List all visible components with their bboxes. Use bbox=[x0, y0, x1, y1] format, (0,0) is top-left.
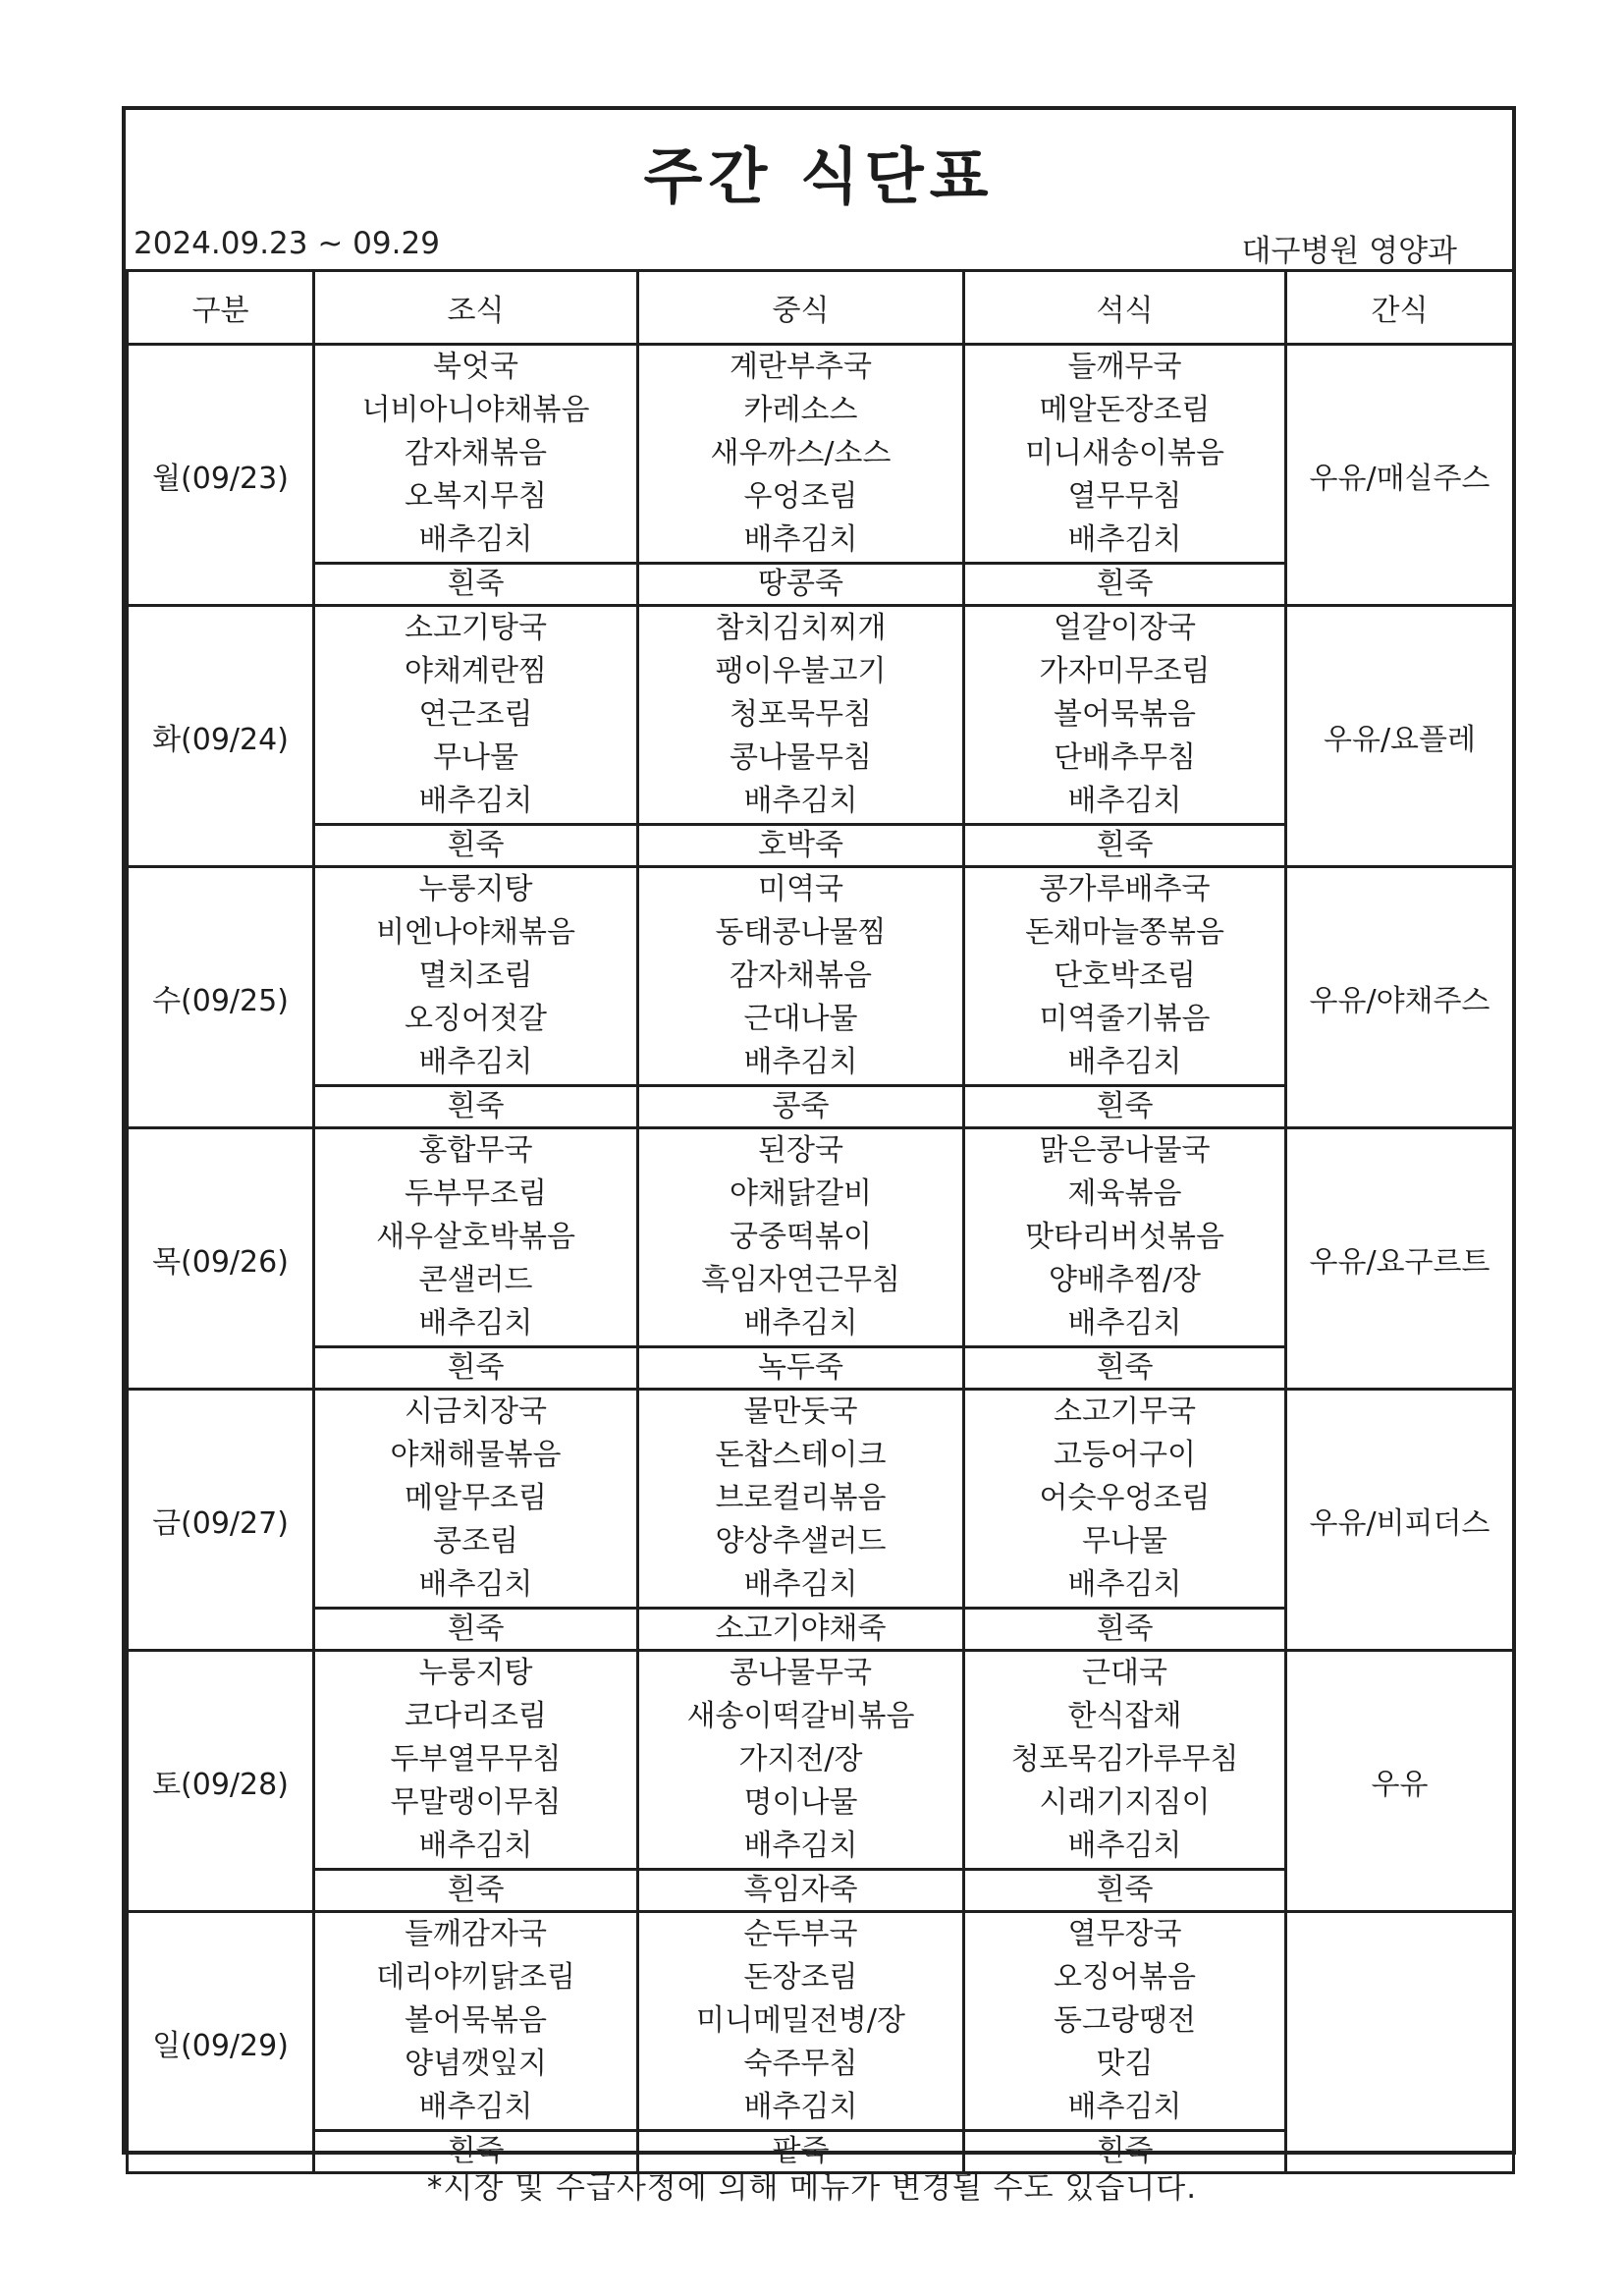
menu-body bbox=[128, 345, 1514, 2173]
dinner-porridge-cell: 흰죽 bbox=[964, 564, 1286, 606]
menu-item: 배추김치 bbox=[418, 1306, 533, 1340]
menu-item: 동태콩나물찜 bbox=[715, 915, 887, 950]
menu-item: 미니새송이볶음 bbox=[1025, 436, 1224, 470]
header-snack: 간식 bbox=[1286, 271, 1514, 345]
lunch-porridge-cell: 호박죽 bbox=[638, 825, 964, 867]
menu-item: 계란부추국 bbox=[730, 350, 872, 384]
menu-item: 누룽지탕 bbox=[418, 872, 533, 906]
menu-item: 돈장조림 bbox=[743, 1960, 858, 1995]
snack-cell: 우유/매실주스 bbox=[1286, 345, 1514, 606]
menu-item: 코다리조림 bbox=[405, 1699, 547, 1733]
menu-item: 돈채마늘쫑볶음 bbox=[1025, 915, 1224, 950]
menu-item: 볼어묵볶음 bbox=[1054, 697, 1196, 732]
dinner-porridge-cell: 흰죽 bbox=[964, 825, 1286, 867]
lunch-porridge-cell: 땅콩죽 bbox=[638, 564, 964, 606]
breakfast-porridge-cell: 흰죽 bbox=[314, 1609, 638, 1651]
menu-item: 가지전/장 bbox=[738, 1742, 863, 1777]
menu-item: 야채닭갈비 bbox=[730, 1176, 872, 1211]
menu-item: 청포묵무침 bbox=[730, 697, 872, 732]
menu-item: 두부무조림 bbox=[405, 1176, 547, 1211]
lunch-menu-cell bbox=[638, 867, 964, 1086]
menu-item: 돈찹스테이크 bbox=[715, 1438, 887, 1472]
lunch-menu-cell bbox=[638, 606, 964, 825]
day-label: 일(09/29) bbox=[128, 1912, 314, 2173]
menu-item: 열무장국 bbox=[1067, 1917, 1182, 1951]
dinner-porridge-cell: 흰죽 bbox=[964, 1609, 1286, 1651]
menu-item: 청포묵김가루무침 bbox=[1010, 1742, 1239, 1777]
menu-item: 오복지무침 bbox=[405, 479, 547, 514]
menu-item: 맑은콩나물국 bbox=[1039, 1133, 1211, 1168]
menu-item: 명이나물 bbox=[743, 1785, 858, 1820]
menu-item: 양배추찜/장 bbox=[1048, 1263, 1201, 1297]
menu-item: 고등어구이 bbox=[1054, 1438, 1196, 1472]
header-category: 구분 bbox=[128, 271, 314, 345]
menu-item: 배추김치 bbox=[743, 2090, 858, 2124]
menu-item: 배추김치 bbox=[1067, 1567, 1182, 1602]
menu-item: 배추김치 bbox=[743, 522, 858, 557]
lunch-menu-cell bbox=[638, 345, 964, 564]
menu-item: 미역국 bbox=[758, 872, 843, 906]
menu-sheet bbox=[122, 106, 1516, 2168]
footnote: *시장 및 수급사정에 의해 메뉴가 변경될 수도 있습니다. bbox=[426, 2170, 1198, 2206]
menu-item: 배추김치 bbox=[418, 1567, 533, 1602]
menu-item: 미역줄기볶음 bbox=[1039, 1002, 1211, 1036]
lunch-porridge-cell: 녹두죽 bbox=[638, 1347, 964, 1390]
breakfast-menu-cell bbox=[314, 1912, 638, 2131]
menu-item: 배추김치 bbox=[418, 522, 533, 557]
snack-cell: 우유/요구르트 bbox=[1286, 1128, 1514, 1390]
dinner-menu-cell bbox=[964, 345, 1286, 564]
menu-item: 야채해물볶음 bbox=[390, 1438, 562, 1472]
menu-item: 양상추샐러드 bbox=[715, 1524, 887, 1558]
menu-item: 북엇국 bbox=[433, 350, 518, 384]
day-row bbox=[128, 345, 1514, 564]
menu-item: 새우살호박볶음 bbox=[376, 1220, 575, 1254]
menu-item: 근대나물 bbox=[743, 1002, 858, 1036]
menu-item: 궁중떡볶이 bbox=[730, 1220, 872, 1254]
breakfast-menu-cell bbox=[314, 345, 638, 564]
menu-item: 맛김 bbox=[1096, 2047, 1154, 2081]
menu-item: 무나물 bbox=[1082, 1524, 1167, 1558]
menu-item: 양념깻잎지 bbox=[405, 2047, 547, 2081]
menu-item: 배추김치 bbox=[1067, 784, 1182, 818]
menu-item: 야채계란찜 bbox=[405, 654, 547, 688]
menu-item: 맛타리버섯볶음 bbox=[1025, 1220, 1224, 1254]
menu-item: 너비아니야채볶음 bbox=[361, 393, 590, 427]
day-row bbox=[128, 606, 1514, 825]
menu-item: 우엉조림 bbox=[743, 479, 858, 514]
lunch-menu-cell bbox=[638, 1651, 964, 1870]
breakfast-porridge-cell: 흰죽 bbox=[314, 1870, 638, 1912]
lunch-porridge-cell: 흑임자죽 bbox=[638, 1870, 964, 1912]
menu-item: 무나물 bbox=[433, 740, 518, 775]
day-label: 금(09/27) bbox=[128, 1390, 314, 1651]
menu-item: 동그랑땡전 bbox=[1054, 2003, 1196, 2038]
day-label: 목(09/26) bbox=[128, 1128, 314, 1390]
menu-item: 새송이떡갈비볶음 bbox=[686, 1699, 915, 1733]
menu-item: 미니메밀전병/장 bbox=[696, 2003, 905, 2038]
header-lunch: 중식 bbox=[638, 271, 964, 345]
breakfast-porridge-cell: 흰죽 bbox=[314, 825, 638, 867]
lunch-porridge-cell: 콩죽 bbox=[638, 1086, 964, 1128]
dinner-menu-cell bbox=[964, 1390, 1286, 1609]
menu-item: 들깨무국 bbox=[1067, 350, 1182, 384]
lunch-porridge-cell: 팥죽 bbox=[638, 2131, 964, 2173]
day-row bbox=[128, 1651, 1514, 1870]
breakfast-menu-cell bbox=[314, 1651, 638, 1870]
snack-cell: 우유/비피더스 bbox=[1286, 1390, 1514, 1651]
menu-item: 시래기지짐이 bbox=[1039, 1785, 1211, 1820]
menu-item: 배추김치 bbox=[418, 1045, 533, 1079]
menu-item: 무말랭이무침 bbox=[390, 1785, 562, 1820]
menu-item: 두부열무무침 bbox=[390, 1742, 562, 1777]
department-label: 대구병원 영양과 bbox=[1241, 234, 1457, 269]
menu-item: 근대국 bbox=[1082, 1656, 1167, 1690]
menu-item: 제육볶음 bbox=[1067, 1176, 1182, 1211]
menu-item: 감자채볶음 bbox=[405, 436, 547, 470]
dinner-porridge-cell: 흰죽 bbox=[964, 1347, 1286, 1390]
menu-item: 들깨감자국 bbox=[405, 1917, 547, 1951]
menu-item: 배추김치 bbox=[1067, 2090, 1182, 2124]
day-row bbox=[128, 867, 1514, 1086]
date-range: 2024.09.23 ~ 09.29 bbox=[134, 226, 440, 261]
menu-item: 물만둣국 bbox=[743, 1394, 858, 1429]
lunch-menu-cell bbox=[638, 1390, 964, 1609]
menu-item: 순두부국 bbox=[743, 1917, 858, 1951]
dinner-menu-cell bbox=[964, 1128, 1286, 1347]
menu-item: 홍합무국 bbox=[418, 1133, 533, 1168]
breakfast-menu-cell bbox=[314, 1128, 638, 1347]
menu-item: 메알돈장조림 bbox=[1039, 393, 1211, 427]
menu-item: 콩조림 bbox=[433, 1524, 518, 1558]
header-breakfast: 조식 bbox=[314, 271, 638, 345]
lunch-menu-cell bbox=[638, 1912, 964, 2131]
menu-item: 배추김치 bbox=[743, 1045, 858, 1079]
dinner-porridge-cell: 흰죽 bbox=[964, 2131, 1286, 2173]
dinner-menu-cell bbox=[964, 867, 1286, 1086]
menu-item: 배추김치 bbox=[743, 1567, 858, 1602]
menu-item: 누룽지탕 bbox=[418, 1656, 533, 1690]
menu-item: 가자미무조림 bbox=[1039, 654, 1211, 688]
snack-cell: 우유/야채주스 bbox=[1286, 867, 1514, 1128]
menu-item: 팽이우불고기 bbox=[715, 654, 887, 688]
menu-item: 멸치조림 bbox=[418, 958, 533, 993]
menu-item: 오징어볶음 bbox=[1054, 1960, 1196, 1995]
menu-item: 비엔나야채볶음 bbox=[376, 915, 575, 950]
menu-item: 배추김치 bbox=[418, 1829, 533, 1863]
menu-item: 어슷우엉조림 bbox=[1039, 1481, 1211, 1515]
breakfast-menu-cell bbox=[314, 1390, 638, 1609]
day-label: 토(09/28) bbox=[128, 1651, 314, 1912]
snack-cell bbox=[1286, 1912, 1514, 2173]
menu-item: 메알무조림 bbox=[405, 1481, 547, 1515]
menu-item: 된장국 bbox=[758, 1133, 843, 1168]
header-dinner: 석식 bbox=[964, 271, 1286, 345]
menu-item: 데리야끼닭조림 bbox=[376, 1960, 575, 1995]
menu-item: 소고기탕국 bbox=[405, 611, 547, 645]
lunch-porridge-cell: 소고기야채죽 bbox=[638, 1609, 964, 1651]
page-title: 주간 식단표 bbox=[643, 140, 995, 212]
menu-item: 콩나물무국 bbox=[730, 1656, 872, 1690]
day-row bbox=[128, 1390, 1514, 1609]
menu-item: 배추김치 bbox=[418, 2090, 533, 2124]
header-row bbox=[128, 271, 1514, 345]
menu-item: 배추김치 bbox=[1067, 1045, 1182, 1079]
menu-item: 콘샐러드 bbox=[418, 1263, 533, 1297]
menu-item: 콩나물무침 bbox=[730, 740, 872, 775]
snack-cell: 우유 bbox=[1286, 1651, 1514, 1912]
dinner-menu-cell bbox=[964, 606, 1286, 825]
menu-item: 연근조림 bbox=[418, 697, 533, 732]
menu-item: 배추김치 bbox=[1067, 1829, 1182, 1863]
lunch-menu-cell bbox=[638, 1128, 964, 1347]
menu-item: 배추김치 bbox=[1067, 1306, 1182, 1340]
menu-item: 배추김치 bbox=[743, 784, 858, 818]
day-label: 화(09/24) bbox=[128, 606, 314, 867]
menu-item: 볼어묵볶음 bbox=[405, 2003, 547, 2038]
day-row bbox=[128, 1128, 1514, 1347]
day-label: 수(09/25) bbox=[128, 867, 314, 1128]
menu-item: 카레소스 bbox=[743, 393, 858, 427]
menu-item: 감자채볶음 bbox=[730, 958, 872, 993]
dinner-menu-cell bbox=[964, 1651, 1286, 1870]
menu-item: 배추김치 bbox=[418, 784, 533, 818]
dinner-menu-cell bbox=[964, 1912, 1286, 2131]
day-row bbox=[128, 1912, 1514, 2131]
menu-item: 열무무침 bbox=[1067, 479, 1182, 514]
day-label: 월(09/23) bbox=[128, 345, 314, 606]
dinner-porridge-cell: 흰죽 bbox=[964, 1086, 1286, 1128]
breakfast-porridge-cell: 흰죽 bbox=[314, 564, 638, 606]
breakfast-porridge-cell: 흰죽 bbox=[314, 1347, 638, 1390]
breakfast-menu-cell bbox=[314, 606, 638, 825]
menu-item: 오징어젓갈 bbox=[405, 1002, 547, 1036]
menu-item: 소고기무국 bbox=[1054, 1394, 1196, 1429]
weekly-menu-table bbox=[126, 269, 1515, 2174]
snack-cell: 우유/요플레 bbox=[1286, 606, 1514, 867]
menu-item: 배추김치 bbox=[743, 1306, 858, 1340]
dinner-porridge-cell: 흰죽 bbox=[964, 1870, 1286, 1912]
menu-item: 배추김치 bbox=[743, 1829, 858, 1863]
menu-item: 얼갈이장국 bbox=[1054, 611, 1196, 645]
menu-item: 새우까스/소스 bbox=[710, 436, 892, 470]
breakfast-porridge-cell: 흰죽 bbox=[314, 2131, 638, 2173]
menu-item: 배추김치 bbox=[1067, 522, 1182, 557]
menu-item: 브로컬리볶음 bbox=[715, 1481, 887, 1515]
menu-item: 콩가루배추국 bbox=[1039, 872, 1211, 906]
menu-item: 흑임자연근무침 bbox=[701, 1263, 900, 1297]
menu-item: 한식잡채 bbox=[1067, 1699, 1182, 1733]
menu-item: 단배추무침 bbox=[1054, 740, 1196, 775]
menu-item: 시금치장국 bbox=[405, 1394, 547, 1429]
menu-item: 숙주무침 bbox=[743, 2047, 858, 2081]
menu-item: 단호박조림 bbox=[1054, 958, 1196, 993]
breakfast-porridge-cell: 흰죽 bbox=[314, 1086, 638, 1128]
menu-item: 참치김치찌개 bbox=[715, 611, 887, 645]
breakfast-menu-cell bbox=[314, 867, 638, 1086]
